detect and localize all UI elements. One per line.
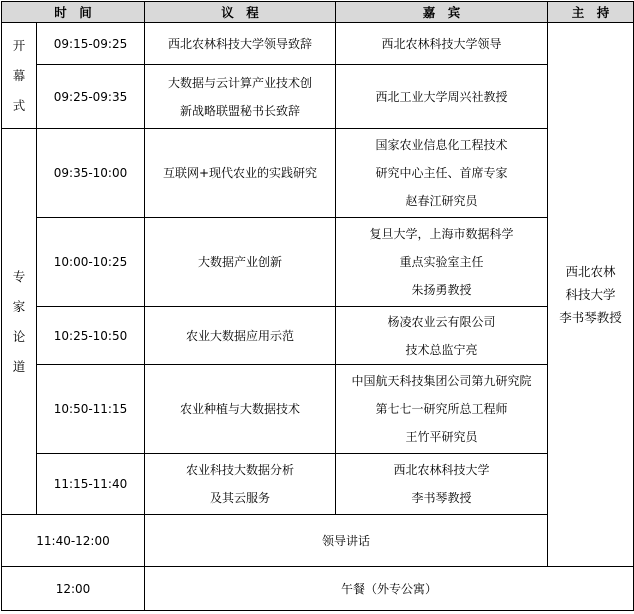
guest-line: 复旦大学，上海市数据科学 — [369, 227, 514, 241]
lunch-time: 12:00 — [2, 567, 145, 611]
guest-cell — [336, 65, 548, 129]
agenda-line: 农业科技大数据分析 — [186, 463, 295, 477]
lunch-row — [2, 567, 634, 611]
table-row — [2, 23, 634, 65]
guest-line: 国家农业信息化工程技术 — [375, 138, 508, 152]
time-cell: 11:15-11:40 — [37, 454, 145, 515]
guest-cell — [336, 129, 548, 218]
guest-line: 西北农林科技大学领导 — [381, 36, 502, 51]
host-cell — [548, 23, 634, 567]
section-char: 幕 — [12, 67, 26, 83]
time-cell: 10:50-11:15 — [37, 365, 145, 454]
header-host: 主 持 — [548, 2, 634, 23]
header-row — [2, 2, 634, 23]
agenda-table — [1, 1, 634, 611]
time-cell: 09:35-10:00 — [37, 129, 145, 218]
agenda-line: 农业种植与大数据技术 — [180, 402, 301, 416]
agenda-cell — [145, 365, 336, 454]
section-char: 开 — [12, 37, 26, 53]
header-guest: 嘉 宾 — [336, 2, 548, 23]
table-row — [2, 129, 634, 218]
guest-line: 中国航天科技集团公司第九研究院 — [351, 374, 532, 388]
agenda-cell — [145, 218, 336, 307]
section-char: 道 — [12, 358, 26, 374]
section-forum — [2, 129, 37, 515]
host-line: 科技大学 — [565, 287, 616, 302]
guest-line: 技术总监宁亮 — [405, 342, 478, 357]
header-time: 时 间 — [2, 2, 145, 23]
guest-line: 第七七一研究所总工程师 — [375, 402, 508, 416]
guest-cell — [336, 307, 548, 365]
speech-time: 11:40-12:00 — [2, 515, 145, 567]
section-char: 专 — [12, 268, 26, 284]
guest-line: 研究中心主任、首席专家 — [375, 166, 508, 180]
table-row — [2, 307, 634, 365]
speech-row — [2, 515, 634, 567]
agenda-line: 农业大数据应用示范 — [186, 328, 295, 343]
section-char: 式 — [12, 97, 26, 113]
table-row — [2, 454, 634, 515]
agenda-line: 互联网+现代农业的实践研究 — [162, 166, 318, 180]
guest-line: 朱扬勇教授 — [411, 283, 472, 297]
guest-line: 王竹平研究员 — [405, 430, 478, 444]
guest-line: 重点实验室主任 — [399, 255, 484, 269]
agenda-line: 西北农林科技大学领导致辞 — [168, 36, 313, 51]
time-cell: 10:25-10:50 — [37, 307, 145, 365]
guest-cell — [336, 365, 548, 454]
agenda-line: 新战略联盟秘书长致辞 — [180, 103, 301, 118]
agenda-line: 大数据产业创新 — [198, 255, 283, 269]
time-cell: 10:00-10:25 — [37, 218, 145, 307]
section-opening — [2, 23, 37, 129]
guest-line: 李书琴教授 — [411, 491, 472, 505]
agenda-line: 及其云服务 — [210, 491, 271, 505]
header-agenda: 议 程 — [145, 2, 336, 23]
agenda-cell — [145, 129, 336, 218]
speech-label: 领导讲话 — [145, 515, 548, 567]
guest-line: 西北工业大学周兴社教授 — [375, 89, 508, 104]
guest-line: 杨凌农业云有限公司 — [387, 314, 496, 329]
agenda-cell — [145, 307, 336, 365]
guest-cell — [336, 218, 548, 307]
lunch-label: 午餐（外专公寓） — [145, 567, 634, 611]
table-row — [2, 365, 634, 454]
guest-line: 西北农林科技大学 — [393, 463, 490, 477]
agenda-cell — [145, 65, 336, 129]
agenda-line: 大数据与云计算产业技术创 — [168, 75, 313, 90]
section-char: 论 — [12, 328, 26, 344]
guest-cell — [336, 454, 548, 515]
host-line: 李书琴教授 — [559, 310, 622, 325]
table-row — [2, 218, 634, 307]
table-row — [2, 65, 634, 129]
host-line: 西北农林 — [565, 264, 616, 279]
section-char: 家 — [12, 298, 26, 314]
agenda-cell — [145, 23, 336, 65]
time-cell: 09:25-09:35 — [37, 65, 145, 129]
time-cell: 09:15-09:25 — [37, 23, 145, 65]
agenda-cell — [145, 454, 336, 515]
guest-cell — [336, 23, 548, 65]
guest-line: 赵春江研究员 — [405, 194, 478, 208]
